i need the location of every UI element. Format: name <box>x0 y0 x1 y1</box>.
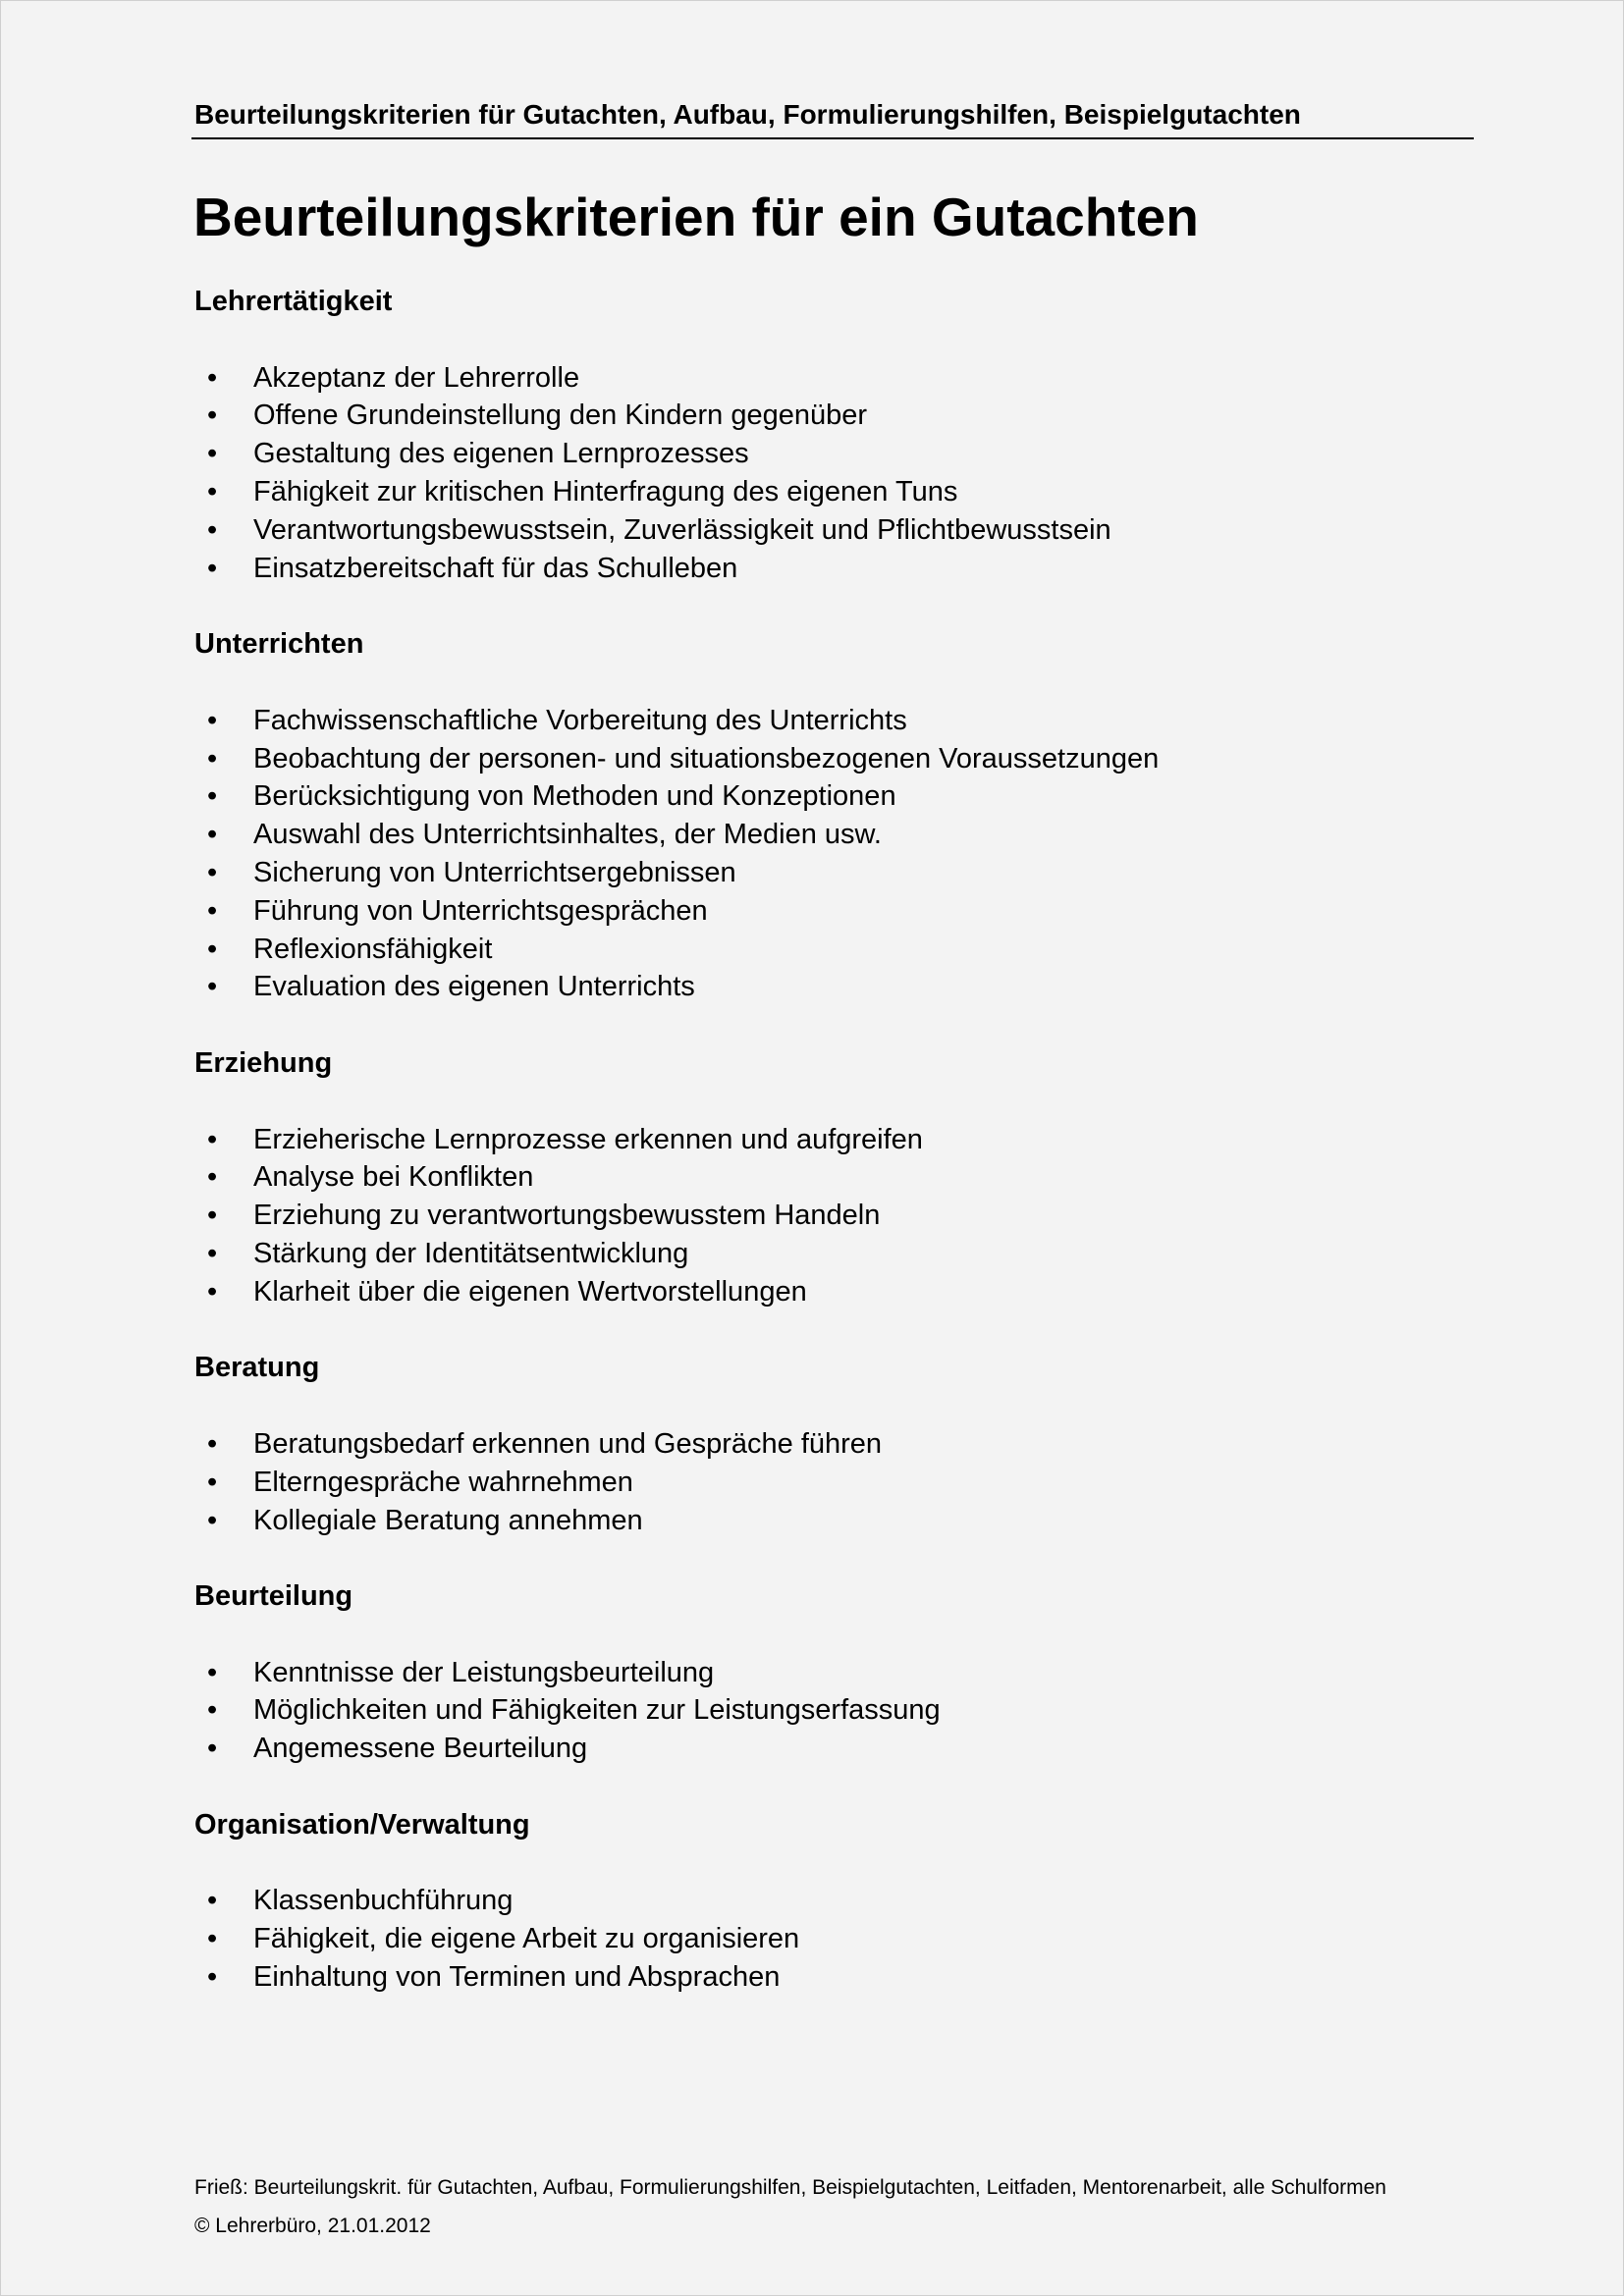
bullet-icon: • <box>207 1733 218 1765</box>
list-item-text: Klassenbuchführung <box>253 1885 514 1917</box>
list-item <box>194 1197 1471 1235</box>
section-heading: Lehrertätigkeit <box>194 286 393 317</box>
list-item <box>194 511 1471 550</box>
list-item-text: Möglichkeiten und Fähigkeiten zur Leistungserfassung <box>253 1694 941 1727</box>
list-item <box>194 1273 1471 1311</box>
list-item-text: Analyse bei Konflikten <box>253 1161 534 1194</box>
list-item <box>194 1121 1471 1159</box>
spacer <box>194 1387 1471 1425</box>
spacer <box>194 1083 1471 1121</box>
list-item <box>194 777 1471 816</box>
list-item-text: Kollegiale Beratung annehmen <box>253 1504 643 1536</box>
page-title: Beurteilungskriterien für ein Gutachten <box>193 187 1199 247</box>
bullet-icon: • <box>207 438 218 470</box>
bullet-icon: • <box>207 475 218 507</box>
bullet-icon: • <box>207 933 218 965</box>
list-item <box>194 1464 1471 1502</box>
list-item-text: Angemessene Beurteilung <box>253 1733 588 1765</box>
spacer <box>194 587 1471 625</box>
list-item <box>194 473 1471 511</box>
list-item <box>194 968 1471 1006</box>
list-item <box>194 740 1471 778</box>
list-item <box>194 1235 1471 1273</box>
section-heading: Erziehung <box>194 1046 333 1079</box>
section-heading: Beurteilung <box>194 1580 353 1613</box>
bullet-icon: • <box>207 856 218 888</box>
list-item <box>194 892 1471 931</box>
spacer <box>194 1311 1471 1350</box>
list-item-text: Verantwortungsbewusstsein, Zuverlässigkeit und Pflichtbewusstsein <box>253 513 1111 546</box>
bullet-icon: • <box>207 971 218 1003</box>
spacer <box>194 1616 1471 1654</box>
list-item-text: Erzieherische Lernprozesse erkennen und aufgreifen <box>253 1123 923 1155</box>
bullet-icon: • <box>207 1885 218 1917</box>
list-item-text: Klarheit über die eigenen Wertvorstellungen <box>253 1275 807 1308</box>
section-heading: Organisation/Verwaltung <box>194 1808 530 1841</box>
list-item <box>194 816 1471 854</box>
list-item-text: Kenntnisse der Leistungsbeurteilung <box>253 1656 715 1688</box>
bullet-icon: • <box>207 780 218 813</box>
list-item-text: Gestaltung des eigenen Lernprozesses <box>253 438 749 470</box>
list-item-text: Akzeptanz der Lehrerrolle <box>253 361 580 394</box>
list-item-text: Elterngespräche wahrnehmen <box>253 1466 633 1498</box>
bullet-icon: • <box>207 1694 218 1727</box>
bullet-icon: • <box>207 704 218 736</box>
list-item-text: Sicherung von Unterrichtsergebnissen <box>253 856 736 888</box>
list-item-text: Evaluation des eigenen Unterrichts <box>253 971 695 1003</box>
bullet-icon: • <box>207 894 218 927</box>
list-item-text: Fähigkeit zur kritischen Hinterfragung des eigenen Tuns <box>253 475 958 507</box>
footer-copyright: © Lehrerbüro, 21.01.2012 <box>194 2215 431 2237</box>
list-item-text: Einhaltung von Terminen und Absprachen <box>253 1961 781 1994</box>
list-item <box>194 702 1471 740</box>
section-heading: Unterrichten <box>194 628 364 661</box>
list-item <box>194 1425 1471 1464</box>
bullet-icon: • <box>207 1466 218 1498</box>
bullet-icon: • <box>207 1123 218 1155</box>
list-item <box>194 1502 1471 1540</box>
list-item <box>194 1691 1471 1730</box>
list-item-text: Berücksichtigung von Methoden und Konzeptionen <box>253 780 896 813</box>
list-item <box>194 854 1471 892</box>
section-heading: Beratung <box>194 1352 320 1384</box>
list-item-text: Erziehung zu verantwortungsbewusstem Handeln <box>253 1200 881 1232</box>
header-rule <box>191 137 1474 139</box>
footer-source: Frieß: Beurteilungskrit. für Gutachten, Aufbau, Formulierungshilfen, Beispielgutachten, Leitfaden, Mentorenarbeit, alle Schulformen <box>194 2176 1386 2199</box>
bullet-icon: • <box>207 552 218 584</box>
bullet-icon: • <box>207 819 218 851</box>
bullet-icon: • <box>207 1504 218 1536</box>
list-item <box>194 397 1471 435</box>
bullet-icon: • <box>207 1961 218 1994</box>
list-item-text: Offene Grundeinstellung den Kindern gegenüber <box>253 400 868 432</box>
list-item-text: Einsatzbereitschaft für das Schulleben <box>253 552 738 584</box>
list-item-text: Beobachtung der personen- und situationsbezogenen Voraussetzungen <box>253 742 1160 774</box>
list-item-text: Führung von Unterrichtsgesprächen <box>253 894 708 927</box>
spacer <box>194 1006 1471 1044</box>
bullet-icon: • <box>207 1656 218 1688</box>
bullet-icon: • <box>207 1200 218 1232</box>
list-item <box>194 1158 1471 1197</box>
list-item <box>194 550 1471 588</box>
bullet-icon: • <box>207 1161 218 1194</box>
bullet-icon: • <box>207 742 218 774</box>
running-header: Beurteilungskriterien für Gutachten, Aufbau, Formulierungshilfen, Beispielgutachten <box>194 99 1301 130</box>
criteria-list <box>194 283 1471 1997</box>
list-item <box>194 359 1471 398</box>
spacer <box>194 1539 1471 1577</box>
list-item-text: Fachwissenschaftliche Vorbereitung des Unterrichts <box>253 704 907 736</box>
bullet-icon: • <box>207 513 218 546</box>
spacer <box>194 321 1471 359</box>
list-item <box>194 435 1471 473</box>
bullet-icon: • <box>207 361 218 394</box>
list-item <box>194 1654 1471 1692</box>
bullet-icon: • <box>207 1923 218 1955</box>
spacer <box>194 664 1471 702</box>
list-item <box>194 1730 1471 1768</box>
list-item-text: Beratungsbedarf erkennen und Gespräche führen <box>253 1427 883 1460</box>
spacer <box>194 1844 1471 1883</box>
list-item <box>194 931 1471 969</box>
list-item <box>194 1958 1471 1997</box>
list-item <box>194 1882 1471 1920</box>
bullet-icon: • <box>207 1275 218 1308</box>
list-item-text: Fähigkeit, die eigene Arbeit zu organisieren <box>253 1923 800 1955</box>
bullet-icon: • <box>207 400 218 432</box>
list-item-text: Auswahl des Unterrichtsinhaltes, der Medien usw. <box>253 819 882 851</box>
list-item-text: Reflexionsfähigkeit <box>253 933 493 965</box>
bullet-icon: • <box>207 1237 218 1269</box>
list-item <box>194 1920 1471 1958</box>
spacer <box>194 1768 1471 1806</box>
bullet-icon: • <box>207 1427 218 1460</box>
list-item-text: Stärkung der Identitätsentwicklung <box>253 1237 689 1269</box>
